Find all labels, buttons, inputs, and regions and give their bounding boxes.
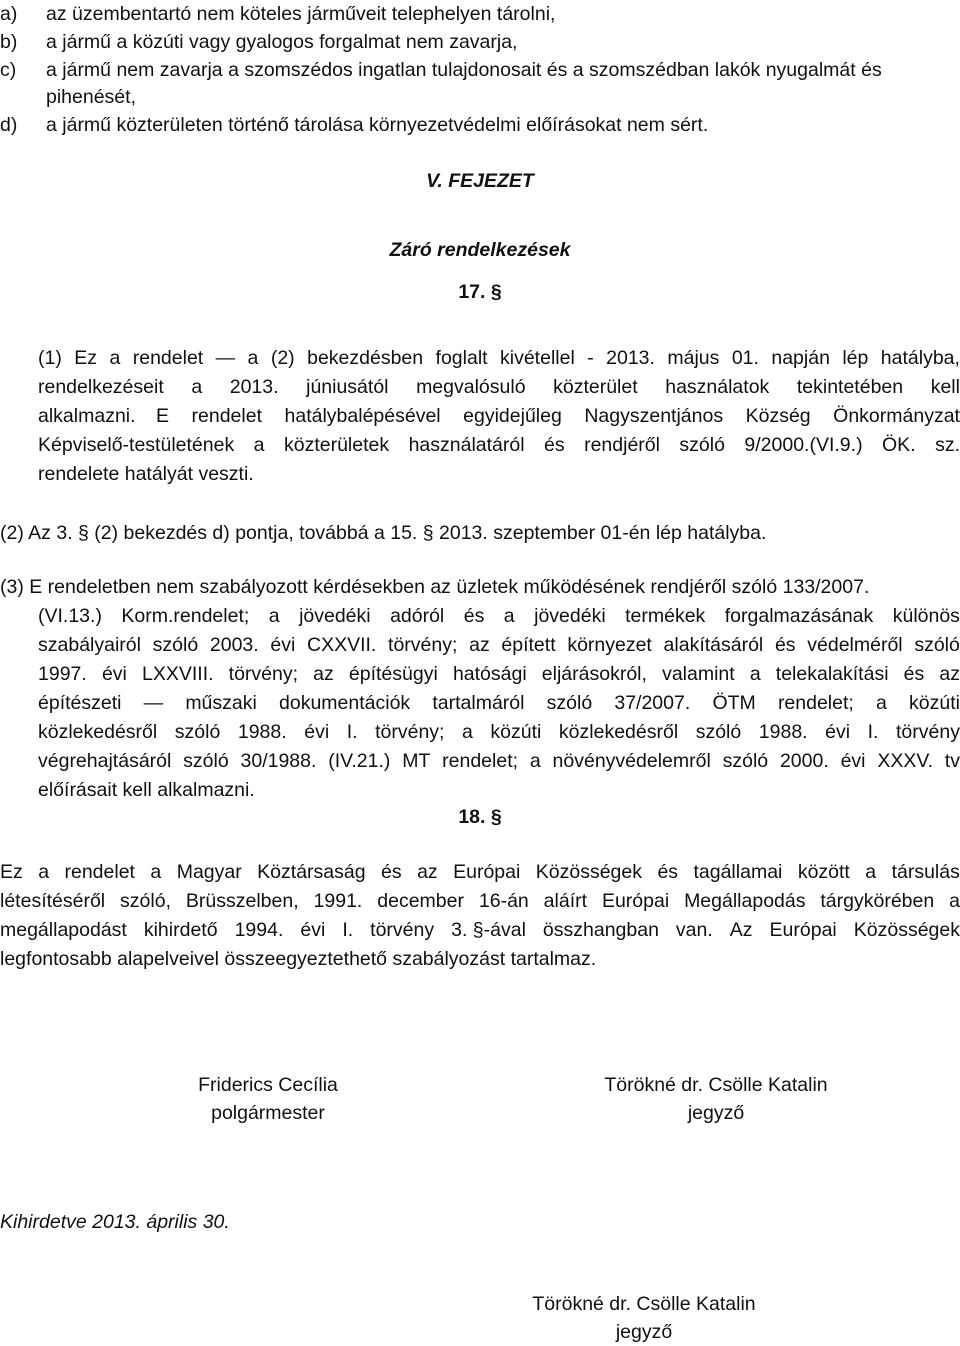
word: telekalakítási [775, 663, 889, 685]
s17-p1-line3-rest [156, 407, 960, 427]
word: rendelet; [442, 750, 519, 772]
word: jövedéki [299, 605, 371, 627]
word: — [143, 692, 164, 714]
word: forgalmazásának [724, 605, 874, 627]
word: szóló, [120, 890, 171, 912]
word: hatályba, [880, 347, 960, 369]
word: szóló [174, 721, 221, 743]
word: tagállamai [693, 861, 783, 883]
word: december [377, 890, 464, 912]
s17-p1-line3-start: alkalmazni. [38, 405, 136, 427]
s17-p3-line8: előírásait kell alkalmazni. [38, 779, 255, 801]
word: rendelkezéseit [38, 376, 164, 398]
word: társulás [891, 861, 960, 883]
word: 2013. [606, 347, 655, 369]
word: Ez [74, 347, 98, 369]
chapter-number: V. FEJEZET [426, 170, 534, 192]
word: május [667, 347, 720, 369]
list-item-a [0, 5, 960, 27]
word: Európai [453, 861, 521, 883]
word: termékek [625, 605, 706, 627]
word: épített [501, 634, 556, 656]
final-signature-name: Törökné dr. Csölle Katalin [532, 1293, 756, 1315]
word: tartalmáról [432, 692, 525, 714]
word: Megállapodás [684, 890, 806, 912]
word: I. [342, 919, 354, 941]
word: jövedéki [534, 605, 606, 627]
word: és [381, 861, 402, 883]
list-marker: d) [0, 114, 18, 136]
s17-p3-line6 [38, 723, 960, 743]
word: építészeti [38, 692, 122, 714]
word: megvalósuló [416, 376, 526, 398]
word: és [774, 634, 796, 656]
signature-right-role: jegyző [687, 1102, 745, 1124]
word: LXXVIII. [142, 663, 214, 685]
word: adóról [390, 605, 445, 627]
word: aláírt [543, 890, 588, 912]
s17-p1-line2 [38, 378, 960, 398]
list-marker: b) [0, 31, 18, 53]
word: Magyar [176, 861, 242, 883]
word: szóló [546, 692, 593, 714]
word: közterületek [283, 434, 390, 456]
s17-p1-line1 [38, 349, 960, 369]
word: törvény [370, 919, 435, 941]
s17-p3-line1: (3) E rendeletben nem szabályozott kérdésekben az üzletek működésének rendjéről szóló 133/2007. [0, 576, 870, 598]
word: a [150, 861, 162, 883]
word: évi [300, 919, 326, 941]
s18-line4: legfontosabb alapelveivel összeegyeztethető szabályozást tartalmaz. [0, 948, 597, 970]
word: évi [840, 750, 866, 772]
word: 1991. [313, 890, 363, 912]
chapter-title: Záró rendelkezések [389, 239, 571, 261]
word: van. [675, 919, 713, 941]
word: tekintetében [796, 376, 904, 398]
word: szóló [722, 750, 769, 772]
word: 3. §-ával [451, 919, 526, 941]
word: Köztársaság [257, 861, 366, 883]
word: a [191, 376, 203, 398]
word: I. [346, 721, 358, 743]
word: szóló [695, 721, 742, 743]
word: Korm.rendelet; [121, 605, 250, 627]
word: - [587, 347, 594, 369]
word: az [313, 663, 334, 685]
word: rendelet [132, 347, 204, 369]
word: XXXV. [877, 750, 933, 772]
word: CXXVII. [307, 634, 377, 656]
word: rendelet [191, 405, 262, 427]
word: törvény [896, 721, 960, 743]
word: foglalt [435, 347, 488, 369]
word: lép [842, 347, 869, 369]
word: Község [745, 405, 811, 427]
word: 30/1988. [240, 750, 317, 772]
word: évi [101, 663, 127, 685]
word: műszaki [185, 692, 257, 714]
s17-p3-line7 [38, 752, 960, 772]
word: az [469, 634, 490, 656]
signature-left-role: polgármester [211, 1102, 325, 1124]
publication-date: Kihirdetve 2013. április 30. [0, 1211, 230, 1233]
signature-left-name: Friderics Cecília [198, 1074, 338, 1096]
word: 9/2000.(VI.9.) [744, 434, 863, 456]
word: 1997. [38, 663, 87, 685]
word: között [797, 861, 850, 883]
word: Közösségek [535, 861, 642, 883]
list-item-c [0, 61, 960, 83]
s17-p3-line4 [38, 665, 960, 685]
word: Ez [0, 861, 23, 883]
word: tárgykörében [820, 890, 935, 912]
word: közterület [553, 376, 638, 398]
word: (IV.21.) [328, 750, 391, 772]
word: 01. [731, 347, 759, 369]
word: védelméről [807, 634, 903, 656]
signature-right-name: Törökné dr. Csölle Katalin [604, 1074, 828, 1096]
word: 1994. [234, 919, 284, 941]
word: közlekedésről [38, 721, 158, 743]
word: alakításáról [663, 634, 764, 656]
word: évi [304, 721, 330, 743]
word: évi [270, 634, 296, 656]
s18-line3 [0, 921, 960, 941]
word: kivétellel [500, 347, 575, 369]
word: napján [771, 347, 830, 369]
list-text: a jármű közterületen történő tárolása környezetvédelmi előírásokat nem sért. [46, 114, 709, 136]
word: törvény; [375, 721, 445, 743]
word: közúti [909, 692, 960, 714]
word: különös [892, 605, 960, 627]
word: 1988. [237, 721, 287, 743]
word: (VI.13.) [38, 605, 102, 627]
word: a [876, 692, 887, 714]
list-text: a jármű a közúti vagy gyalogos forgalmat nem zavarja, [46, 31, 518, 53]
word: és [903, 663, 925, 685]
word: — [215, 347, 236, 369]
final-signature-role: jegyző [615, 1321, 673, 1343]
word: ÖTM [712, 692, 756, 714]
list-marker: c) [0, 59, 17, 81]
s18-line1 [0, 863, 960, 883]
word: ÖK. [882, 434, 916, 456]
word: az [417, 861, 438, 883]
word: törvény; [228, 663, 299, 685]
word: Közösségek [853, 919, 960, 941]
word: növényvédelemről [552, 750, 711, 772]
word: Európai [601, 890, 670, 912]
word: tv [944, 750, 960, 772]
word: 2000. [779, 750, 829, 772]
word: használatáról [408, 434, 525, 456]
word: az [939, 663, 960, 685]
word: szabályairól [38, 634, 141, 656]
word: Brüsszelben, [185, 890, 299, 912]
list-text-continuation: pihenését, [46, 86, 136, 108]
word: egyidejűleg [463, 405, 562, 427]
word: 2013. [229, 376, 279, 398]
s17-p1-line5: rendelete hatályát veszti. [38, 463, 254, 485]
word: építésügyi [348, 663, 438, 685]
word: a [949, 890, 960, 912]
word: szóló [679, 434, 725, 456]
list-item-b [0, 33, 960, 55]
word: a [749, 663, 761, 685]
word: Európai [769, 919, 837, 941]
s17-p3-line2 [38, 607, 960, 627]
word: a [865, 861, 877, 883]
word: és [657, 861, 679, 883]
word: szóló [183, 750, 229, 772]
word: rendelet; [777, 692, 854, 714]
word: a [109, 347, 121, 369]
word: a [253, 434, 265, 456]
section-heading-18: 18. § [458, 806, 502, 828]
word: hatálybalépésével [284, 405, 441, 427]
word: összhangban [542, 919, 659, 941]
word: szóló [152, 634, 199, 656]
word: évi [825, 721, 851, 743]
word: valamint [662, 663, 735, 685]
word: kihirdető [143, 919, 218, 941]
word: eljárásokról, [541, 663, 647, 685]
word: a [247, 347, 259, 369]
section-heading-17: 17. § [458, 281, 502, 303]
word: Önkormányzat [833, 405, 960, 427]
s17-p3-line5 [38, 694, 960, 714]
word: környezet [567, 634, 652, 656]
word: a [38, 861, 50, 883]
word: törvény; [388, 634, 458, 656]
list-text: az üzembentartó nem köteles járműveit telephelyen tárolni, [46, 3, 556, 25]
word: I. [867, 721, 879, 743]
word: Nagyszentjános [584, 405, 724, 427]
word: bekezdésben [307, 347, 424, 369]
word: júniusától [306, 376, 389, 398]
word: Képviselő-testületének [38, 434, 235, 456]
word: 16-án [478, 890, 529, 912]
word: és [463, 605, 485, 627]
word: közlekedésről [558, 721, 679, 743]
word: a [503, 605, 515, 627]
word: 37/2007. [614, 692, 691, 714]
word: szóló [914, 634, 960, 656]
word: dokumentációk [279, 692, 411, 714]
s17-p1-line4 [38, 436, 960, 456]
word: (2) [270, 347, 295, 369]
word: rendelet [64, 861, 135, 883]
word: a [529, 750, 541, 772]
list-marker: a) [0, 3, 18, 25]
word: közúti [490, 721, 542, 743]
word: használatok [665, 376, 770, 398]
list-item-d [0, 116, 960, 138]
word: a [462, 721, 473, 743]
word: Az [729, 919, 753, 941]
word: 1988. [758, 721, 808, 743]
s17-p2: (2) Az 3. § (2) bekezdés d) pontja, továbbá a 15. § 2013. szeptember 01-én lép hatályba. [0, 522, 767, 544]
word: és [544, 434, 565, 456]
list-text: a jármű nem zavarja a szomszédos ingatlan tulajdonosait és a szomszédban lakók nyugalmát és [46, 59, 882, 81]
word: MT [402, 750, 431, 772]
word: sz. [935, 434, 960, 456]
word: E [156, 405, 170, 427]
word: (1) [38, 347, 62, 369]
word: létesítéséről [0, 890, 106, 912]
word: rendjéről [584, 434, 660, 456]
s18-line2 [0, 892, 960, 912]
word: a [268, 605, 280, 627]
s17-p3-line3 [38, 636, 960, 656]
word: hatósági [452, 663, 527, 685]
word: végrehajtásáról [38, 750, 172, 772]
word: kell [930, 376, 960, 398]
word: megállapodást [0, 919, 127, 941]
word: 2003. [209, 634, 259, 656]
